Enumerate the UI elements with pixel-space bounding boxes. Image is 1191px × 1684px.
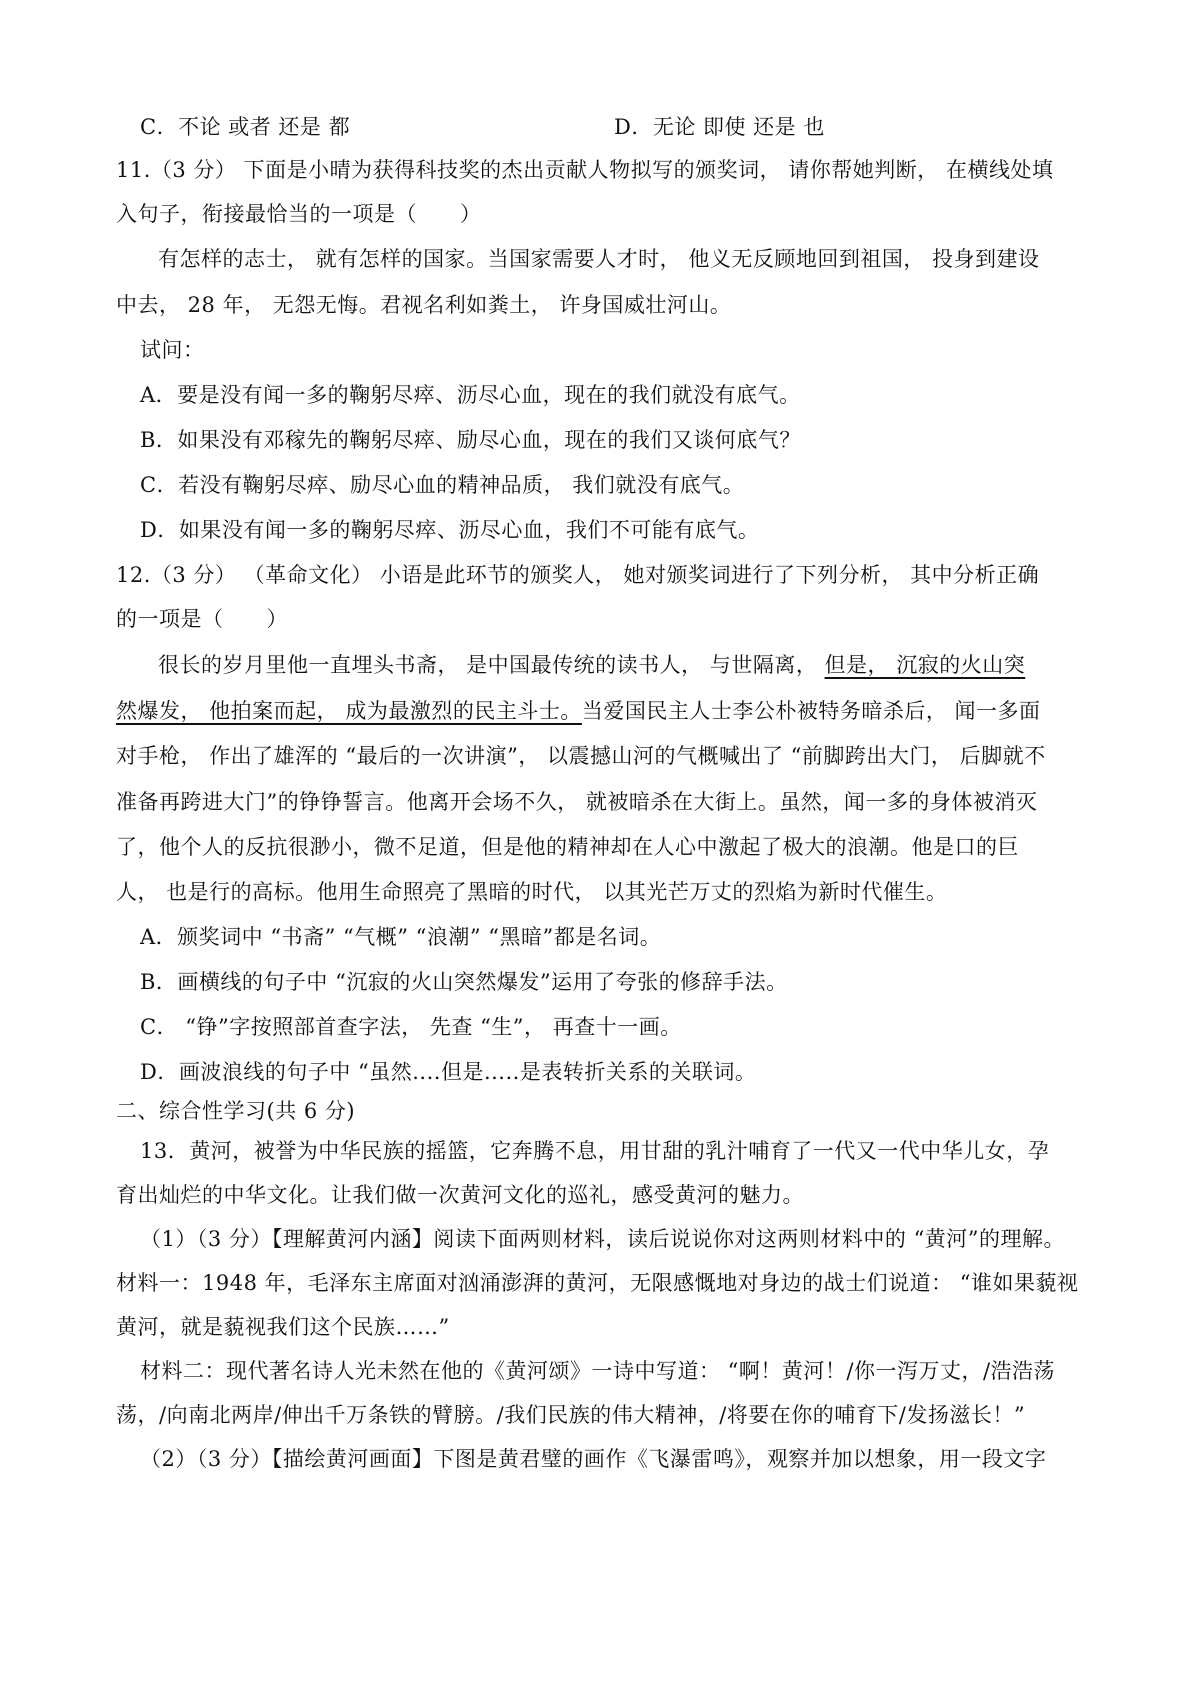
q10-option-c: C．不论 或者 还是 都 bbox=[140, 115, 351, 139]
q12-passage-text: 当爱国民主人士李公朴被特务暗杀后， 闻一多面 bbox=[581, 699, 1041, 723]
q12-passage-line6: 人， 也是行的高标。他用生命照亮了黑暗的时代， 以其光芒万丈的烈焰为新时代催生。 bbox=[116, 880, 948, 904]
q12-passage-line3: 对手枪， 作出了雄浑的 “最后的一次讲演”， 以震撼山河的气概喊出了 “前脚跨出大门， 后脚就不 bbox=[116, 744, 1046, 768]
q11-prompt: 试问： bbox=[140, 338, 205, 362]
q13-subquestion-2: （2）（3 分）【描绘黄河画面】下图是黄君璧的画作《飞瀑雷鸣》，观察并加以想象，用一段文字 bbox=[140, 1447, 1047, 1471]
q11-option-a: A．要是没有闻一多的鞠躬尽瘁、沥尽心血，现在的我们就没有底气。 bbox=[140, 383, 801, 407]
q11-option-b: B．如果没有邓稼先的鞠躬尽瘁、励尽心血，现在的我们又谈何底气？ bbox=[140, 428, 801, 452]
q12-option-c: C． “铮”字按照部首查字法， 先查 “生”， 再查十一画。 bbox=[140, 1015, 682, 1039]
q12-stem-line1: 12.（3 分） （革命文化） 小语是此环节的颁奖人， 她对颁奖词进行了下列分析， 其中分析正确 bbox=[116, 563, 1040, 587]
q12-option-b: B．画横线的句子中 “沉寂的火山突然爆发”运用了夸张的修辞手法。 bbox=[140, 970, 788, 994]
q13-material2-line2: 荡，/向南北两岸/伸出千万条铁的臂膀。/我们民族的伟大精神，/将要在你的哺育下/发扬滋长！” bbox=[116, 1403, 1026, 1427]
q12-passage-line5: 了，他个人的反抗很渺小，微不足道，但是他的精神却在人心中激起了极大的浪潮。他是口的巨 bbox=[116, 835, 1019, 859]
q11-stem-line1: 11.（3 分） 下面是小晴为获得科技奖的杰出贡献人物拟写的颁奖词， 请你帮她判断， 在横线处填 bbox=[116, 158, 1054, 182]
q12-stem-line2: 的一项是（ ） bbox=[116, 607, 288, 631]
q12-passage-line1 bbox=[158, 650, 1025, 680]
q13-material1-line2: 黄河，就是藐视我们这个民族……” bbox=[116, 1315, 450, 1339]
q13-intro-line2: 育出灿烂的中华文化。让我们做一次黄河文化的巡礼，感受黄河的魅力。 bbox=[116, 1183, 804, 1207]
q12-passage-line4: 准备再跨进大门”的铮铮誓言。他离开会场不久， 就被暗杀在大街上。虽然，闻一多的身体被消灭 bbox=[116, 790, 1038, 814]
q12-underlined-sentence-cont: 然爆发， 他拍案而起， 成为最激烈的民主斗士。 bbox=[116, 699, 582, 723]
q11-option-d: D．如果没有闻一多的鞠躬尽瘁、沥尽心血，我们不可能有底气。 bbox=[140, 518, 760, 542]
q13-material2-line1: 材料二：现代著名诗人光未然在他的《黄河颂》一诗中写道： “啊！黄河！/你一泻万丈，/浩浩荡 bbox=[140, 1359, 1056, 1383]
q12-option-d: D．画波浪线的句子中 “虽然....但是.....是表转折关系的关联词。 bbox=[140, 1060, 757, 1084]
q11-passage-line1: 有怎样的志士， 就有怎样的国家。当国家需要人才时， 他义无反顾地回到祖国， 投身到建设 bbox=[158, 247, 1040, 271]
q11-stem-line2: 入句子，衔接最恰当的一项是（ ） bbox=[116, 202, 482, 226]
q10-options-row bbox=[140, 112, 825, 142]
q11-passage-line2: 中去， 28 年， 无怨无悔。君视名利如粪土， 许身国威壮河山。 bbox=[116, 293, 732, 317]
q12-passage-line2 bbox=[116, 696, 1041, 726]
q10-option-d: D．无论 即使 还是 也 bbox=[614, 115, 825, 139]
q12-option-a: A．颁奖词中 “书斋” “气概” “浪潮” “黑暗”都是名词。 bbox=[140, 925, 662, 949]
q13-intro-line1: 13．黄河，被誉为中华民族的摇篮，它奔腾不息，用甘甜的乳汁哺育了一代又一代中华儿女，孕 bbox=[140, 1139, 1050, 1163]
section-heading: 二、综合性学习(共 6 分) bbox=[116, 1099, 356, 1123]
q11-option-c: C．若没有鞠躬尽瘁、励尽心血的精神品质， 我们就没有底气。 bbox=[140, 473, 745, 497]
q13-material1-line1: 材料一：1948 年，毛泽东主席面对汹涌澎湃的黄河，无限感慨地对身边的战士们说道： “谁如果藐视 bbox=[116, 1271, 1079, 1295]
q12-passage-text: 很长的岁月里他一直埋头书斋， 是中国最传统的读书人， 与世隔离， bbox=[158, 653, 825, 677]
q13-subquestion-1: （1）（3 分）【理解黄河内涵】阅读下面两则材料，读后说说你对这两则材料中的 “黄河”的理解。 bbox=[140, 1227, 1066, 1251]
q12-underlined-sentence: 但是， 沉寂的火山突 bbox=[824, 653, 1026, 677]
